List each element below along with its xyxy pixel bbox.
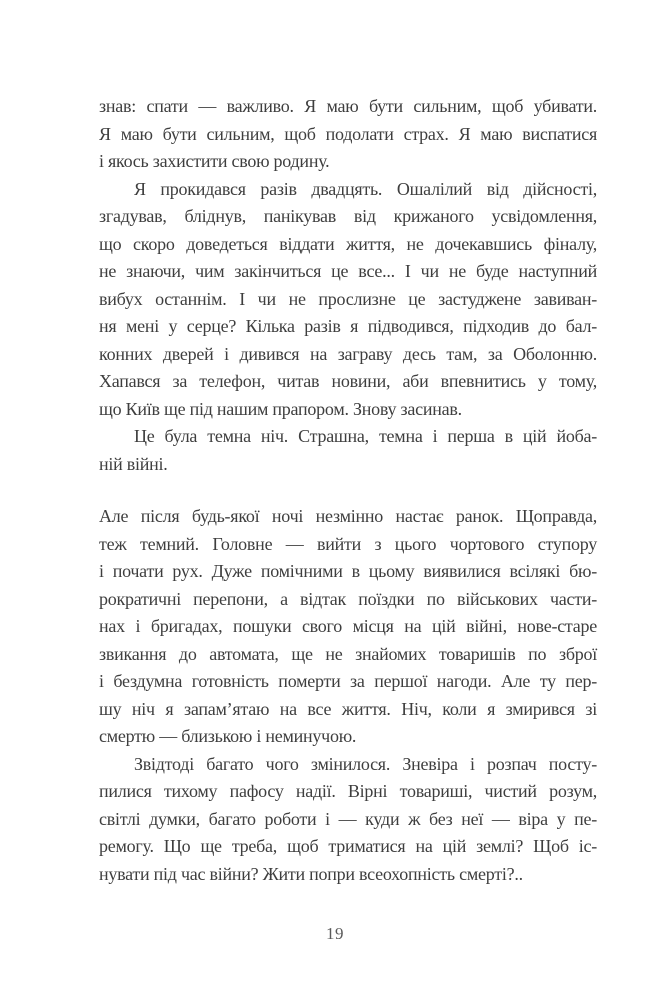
text-line: Звідтоді багато чого змінилося. Зневіра і розпач посту- [134,753,597,774]
page-number: 19 [326,924,344,943]
text-line: теж темний. Головне — вийти з цього чортового ступору [99,533,597,554]
text-line: Я маю бути сильним, щоб подолати страх. Я маю виспатися [99,123,597,144]
text-line: нах і бригадах, пошуки свого місця на цій війні, нове-старе [99,616,597,636]
text-line: Я прокидався разів двадцять. Ошалілий від дійсності, [134,178,597,199]
text-line: ній війні. [99,453,168,474]
text-line: і якось захистити свою родину. [99,151,330,171]
text-line: згадував, бліднув, панікував від крижаного усвідомлення, [99,206,597,226]
text-line: ня мені у серце? Кілька разів я підводився, підходив до бал- [99,316,597,336]
text-line: ремогу. Що ще треба, щоб триматися на цій землі? Щоб іс- [99,836,597,856]
text-block [99,93,597,888]
text-line: вибух останнім. І чи не прослизне це застуджене завиван- [99,288,597,309]
paragraph [99,751,597,889]
text-line: Це була темна ніч. Страшна, темна і перша в цій йоба- [134,426,597,446]
text-line: рократичні перепони, а відтак поїздки по військових части- [99,588,597,609]
text-line: смертю — близькою і неминучою. [99,726,357,746]
text-line: шу ніч я запам’ятаю на все життя. Ніч, коли я змирився зі [99,698,597,719]
text-line: і бездумна готовність померти за першої нагоди. Але ту пер- [99,671,597,691]
text-line: і почати рух. Дуже помічними в цьому виявилися всілякі бю- [99,561,597,581]
paragraph [99,423,597,478]
text-line: Але після будь-якої ночі незмінно настає ранок. Щоправда, [99,506,597,526]
paragraph [99,503,597,751]
text-line: пилися тихому пафосу надії. Вірні товариші, чистий розум, [99,781,597,801]
text-line: знав: спати — важливо. Я маю бути сильним, щоб убивати. [99,96,597,116]
text-line: що Київ ще під нашим прапором. Знову засинав. [99,398,462,419]
text-line: звикання до автомата, ще не знайомих товаришів по зброї [99,643,597,664]
text-line: не знаючи, чим закінчиться це все... І чи не буде наступний [99,261,597,281]
paragraph [99,93,597,176]
text-line: що скоро доведеться віддати життя, не дочекавшись фіналу, [99,233,597,254]
text-line: світлі думки, багато роботи і — куди ж без неї — віра у пе- [99,808,597,829]
text-line: конних дверей і дивився на заграву десь там, за Оболонню. [99,343,597,364]
text-line: нувати під час війни? Жити попри всеохопність смерті?.. [99,863,523,884]
text-line: Хапався за телефон, читав новини, аби впевнитись у тому, [99,371,597,391]
paragraph [99,176,597,424]
